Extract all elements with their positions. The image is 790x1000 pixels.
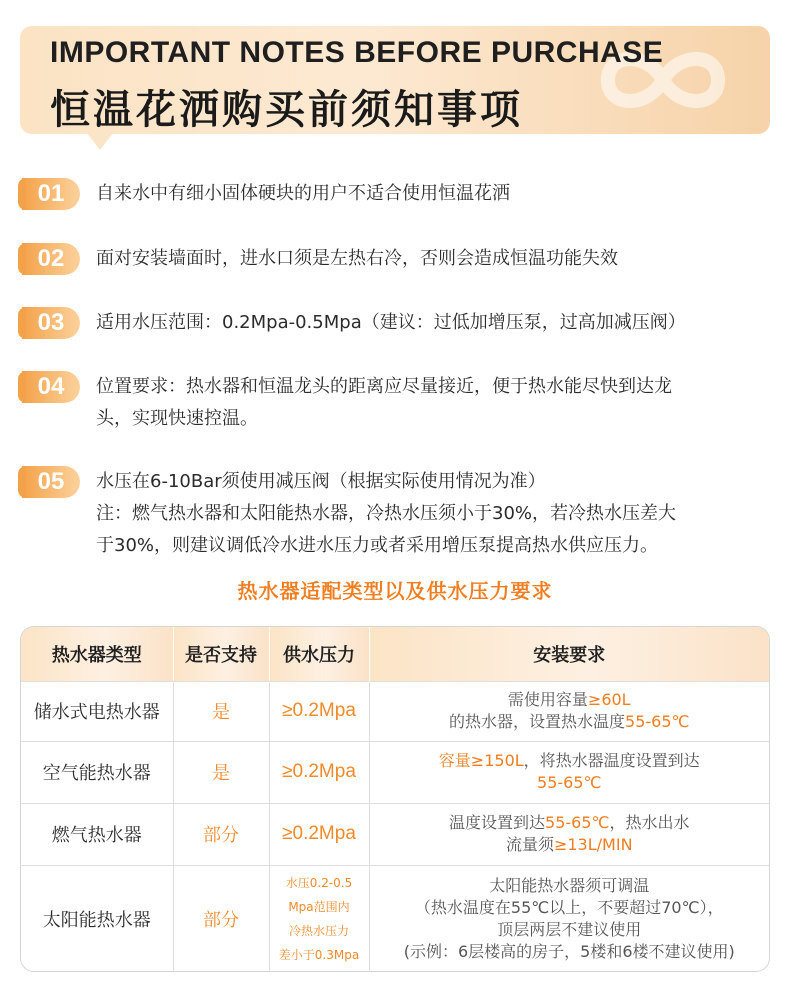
highlight-text: ≥13L/MIN (553, 835, 633, 854)
highlight-text: 55-65℃ (545, 813, 610, 832)
column-header: 热水器类型 (21, 627, 173, 681)
requirement-text: ，将热水器温度设置到达 (523, 751, 700, 770)
title-english: IMPORTANT NOTES BEFORE PURCHASE (50, 36, 664, 69)
requirement-text: 的热水器，设置热水温度 (449, 712, 626, 731)
table-row (21, 681, 769, 741)
table-row (21, 865, 769, 972)
pressure-line: 水压0.2-0.5 (285, 876, 353, 891)
requirement-text: 温度设置到达 (449, 813, 546, 832)
requirement-text: 流量须 (505, 835, 554, 854)
heater-type-cell: 空气能热水器 (21, 741, 173, 803)
note-line: 注：燃气热水器和太阳能热水器，冷热水压须小于30%，若冷热水压差大 (96, 503, 677, 524)
requirement-cell (369, 865, 769, 972)
note-text (96, 178, 776, 210)
note-number-badge: 01 (22, 178, 80, 210)
note-line: 于30%，则建议调低冷水进水压力或者采用增压泵提高热水供应压力。 (96, 535, 659, 556)
pressure-line: 冷热水压力 (288, 924, 349, 939)
table-row (21, 741, 769, 803)
note-line: 自来水中有细小固体硬块的用户不适合使用恒温花洒 (96, 183, 510, 204)
requirement-text: 太阳能热水器须可调温 (489, 876, 650, 896)
requirement-text: (示例：6层楼高的房子，5楼和6楼不建议使用) (403, 942, 735, 962)
pressure-line: Mpa范围内 (288, 900, 350, 915)
requirement-text: （热水温度在55℃以上，不要超过70℃）， (414, 898, 724, 918)
compatibility-table (20, 626, 770, 972)
note-line: 水压在6-10Bar须使用减压阀（根据实际使用情况为准） (96, 471, 546, 492)
note-text (96, 371, 776, 435)
note-line: 位置要求：热水器和恒温龙头的距离应尽量接近，便于热水能尽快到达龙 (96, 376, 672, 397)
heater-type-cell: 储水式电热水器 (21, 681, 173, 741)
note-line: 头，实现快速控温。 (96, 408, 258, 429)
column-header: 供水压力 (269, 627, 369, 681)
table-header-row (21, 627, 769, 681)
table-row (21, 803, 769, 865)
note-text (96, 307, 776, 339)
column-header: 安装要求 (369, 627, 769, 681)
pressure-cell: ≥0.2Mpa (269, 681, 369, 741)
table-title: 热水器适配类型以及供水压力要求 (237, 579, 553, 603)
title-chinese: 恒温花洒购买前须知事项 (50, 87, 523, 133)
support-cell: 是 (173, 741, 269, 803)
note-text (96, 243, 776, 275)
requirement-text: 顶层两层不建议使用 (497, 920, 642, 940)
banner-pointer (86, 132, 114, 150)
note-text (96, 466, 776, 562)
note-number-badge: 02 (22, 243, 80, 275)
pressure-cell: ≥0.2Mpa (269, 741, 369, 803)
pressure-cell (269, 865, 369, 972)
pressure-cell: ≥0.2Mpa (269, 803, 369, 865)
heater-type-cell: 太阳能热水器 (21, 865, 173, 972)
requirement-cell (369, 681, 769, 741)
pressure-line: 差小于0.3Mpa (278, 948, 360, 963)
support-cell: 部分 (173, 865, 269, 972)
support-cell: 部分 (173, 803, 269, 865)
requirement-cell (369, 741, 769, 803)
heater-type-cell: 燃气热水器 (21, 803, 173, 865)
highlight-text: 55-65℃ (625, 712, 690, 731)
column-header: 是否支持 (173, 627, 269, 681)
support-cell: 是 (173, 681, 269, 741)
note-line: 面对安装墙面时，进水口须是左热右冷，否则会造成恒温功能失效 (96, 248, 618, 269)
header-banner (20, 26, 770, 134)
highlight-text: ≥60L (587, 690, 631, 709)
highlight-text: 55-65℃ (537, 773, 602, 792)
requirement-text: ，热水出水 (609, 813, 690, 832)
note-number-badge: 04 (22, 371, 80, 403)
requirement-cell (369, 803, 769, 865)
highlight-text: 容量≥150L (438, 751, 524, 770)
note-line: 适用水压范围：0.2Mpa-0.5Mpa（建议：过低加增压泵，过高加减压阀） (96, 312, 686, 333)
note-number-badge: 03 (22, 307, 80, 339)
requirement-text: 需使用容量 (507, 690, 588, 709)
note-number-badge: 05 (22, 466, 80, 498)
